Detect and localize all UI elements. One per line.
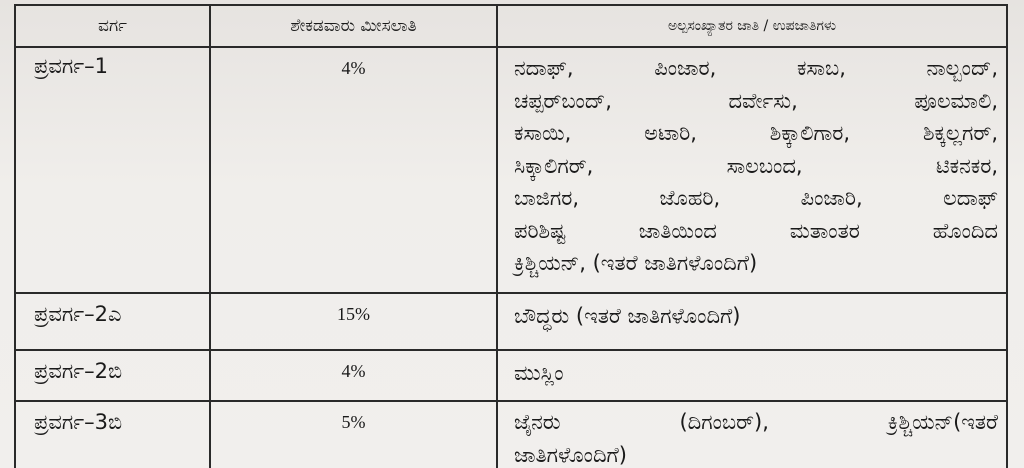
table-row xyxy=(15,293,1007,350)
castes-cell xyxy=(497,401,1007,468)
castes-line: ಬೌದ್ಧರು (ಇತರೆ ಜಾತಿಗಳೊಂದಿಗೆ) xyxy=(514,304,741,328)
castes-line: ನದಾಫ್, ಪಿಂಜಾರ, ಕಸಾಬ, ನಾಲ್ಬಂದ್, xyxy=(514,56,998,80)
category-cell: ಪ್ರವರ್ಗ–2ಬಿ xyxy=(15,350,210,401)
category-cell: ಪ್ರವರ್ಗ–2ಎ xyxy=(15,293,210,350)
castes-cell xyxy=(497,350,1007,401)
percentage-cell: 5% xyxy=(210,401,497,468)
table-row xyxy=(15,401,1007,468)
castes-line: ಕಸಾಯಿ, ಅಟಾರಿ, ಶಿಕ್ಕಾಲಿಗಾರ, ಶಿಕ್ಕಲ್ಲಗರ್, xyxy=(514,121,998,145)
table-row xyxy=(15,47,1007,293)
castes-cell xyxy=(497,47,1007,293)
castes-line: ಮುಸ್ಲಿಂ xyxy=(514,361,564,385)
castes-cell xyxy=(497,293,1007,350)
header-percentage: ಶೇಕಡವಾರು ಮೀಸಲಾತಿ xyxy=(210,5,497,47)
reservation-table xyxy=(14,4,1008,468)
castes-line: ಕ್ರಿಶ್ಚಿಯನ್, (ಇತರೆ ಜಾತಿಗಳೊಂದಿಗೆ) xyxy=(514,251,758,275)
castes-line: ಜೈನರು (ದಿಗಂಬರ್), ಕ್ರಿಶ್ಚಿಯನ್(ಇತರೆ xyxy=(514,410,998,434)
header-castes: ಅಲ್ಪಸಂಖ್ಯಾತರ ಜಾತಿ / ಉಪಜಾತಿಗಳು xyxy=(497,5,1007,47)
category-cell: ಪ್ರವರ್ಗ–3ಬಿ xyxy=(15,401,210,468)
castes-line: ಜಾತಿಗಳೊಂದಿಗೆ) xyxy=(514,442,627,467)
percentage-cell: 4% xyxy=(210,47,497,293)
table-row xyxy=(15,350,1007,401)
category-cell: ಪ್ರವರ್ಗ–1 xyxy=(15,47,210,293)
castes-line: ಚಪ್ಪರ್‌ಬಂದ್, ದರ್ವೇಸು, ಪೂಲಮಾಲಿ, xyxy=(514,88,998,113)
header-row xyxy=(15,5,1007,47)
castes-line: ಪರಿಶಿಷ್ಟ ಜಾತಿಯಿಂದ ಮತಾಂತರ ಹೊಂದಿದ xyxy=(514,218,998,243)
percentage-cell: 4% xyxy=(210,350,497,401)
castes-line: ಸಿಕ್ಕಾಲಿಗರ್, ಸಾಲಬಂದ, ಟಿಕನಕರ, xyxy=(514,153,998,178)
header-category: ವರ್ಗ xyxy=(15,5,210,47)
castes-line: ಬಾಜಿಗರ, ಜೊಹರಿ, ಪಿಂಜಾರಿ, ಲದಾಫ್ xyxy=(514,186,998,210)
percentage-cell: 15% xyxy=(210,293,497,350)
